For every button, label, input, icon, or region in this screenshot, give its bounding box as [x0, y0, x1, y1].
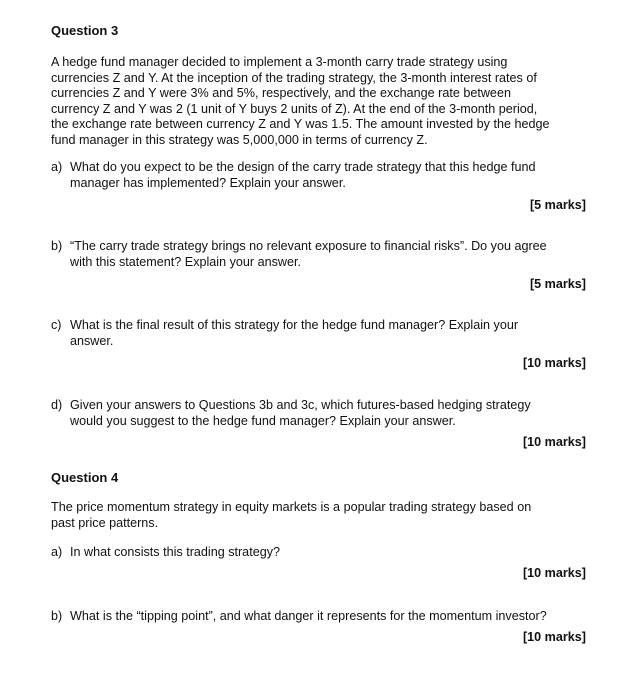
part-text [70, 609, 588, 625]
part-text [70, 545, 588, 561]
part-letter: b) [51, 239, 63, 253]
intro-line: The price momentum strategy in equity markets is a popular trading strategy based on [51, 500, 532, 514]
question-4-intro [51, 500, 591, 531]
part-line: Given your answers to Questions 3b and 3c, which futures-based hedging strategy [70, 398, 531, 412]
part-line: would you suggest to the hedge fund manager? Explain your answer. [70, 413, 456, 428]
part-line: What is the final result of this strategy for the hedge fund manager? Explain your [70, 318, 519, 332]
part-line: with this statement? Explain your answer. [70, 254, 301, 269]
part-letter: c) [51, 318, 62, 332]
part-line: What do you expect to be the design of the carry trade strategy that this hedge fund [70, 160, 536, 174]
intro-line: the exchange rate between currency Z and Y was 1.5. The amount invested by the hedge [51, 117, 550, 131]
question-3b-marks: [5 marks] [529, 277, 586, 291]
part-text [70, 318, 588, 349]
part-line: “The carry trade strategy brings no relevant exposure to financial risks”. Do you agree [70, 239, 547, 253]
part-line: manager has implemented? Explain your answer. [70, 175, 346, 190]
part-letter: a) [51, 160, 63, 174]
intro-line: fund manager in this strategy was 5,000,000 in terms of currency Z. [51, 132, 428, 147]
part-line: answer. [70, 333, 114, 348]
question-3a-marks: [5 marks] [529, 198, 586, 212]
part-text [70, 160, 588, 191]
question-4a-marks: [10 marks] [522, 566, 586, 580]
part-text [70, 239, 588, 270]
part-line: In what consists this trading strategy? [70, 545, 280, 559]
intro-line: currencies Z and Y were 3% and 5%, respectively, and the exchange rate between [51, 86, 511, 100]
part-line: What is the “tipping point”, and what danger it represents for the momentum investor? [70, 609, 547, 623]
part-letter: d) [51, 398, 63, 412]
part-letter: a) [51, 545, 63, 559]
question-4b-marks: [10 marks] [522, 630, 586, 644]
intro-line: past price patterns. [51, 515, 159, 530]
question-4-title: Question 4 [51, 470, 119, 485]
part-letter: b) [51, 609, 63, 623]
intro-line: currency Z and Y was 2 (1 unit of Y buys 2 units of Z). At the end of the 3-month period, [51, 101, 538, 116]
intro-line: currencies Z and Y. At the inception of the trading strategy, the 3-month interest rates of [51, 70, 537, 85]
intro-line: A hedge fund manager decided to implement a 3-month carry trade strategy using [51, 55, 508, 69]
question-3-title: Question 3 [51, 23, 119, 38]
question-3c-marks: [10 marks] [522, 356, 586, 370]
question-3d-marks: [10 marks] [522, 435, 586, 449]
part-text [70, 398, 588, 429]
question-3-intro [51, 55, 591, 148]
